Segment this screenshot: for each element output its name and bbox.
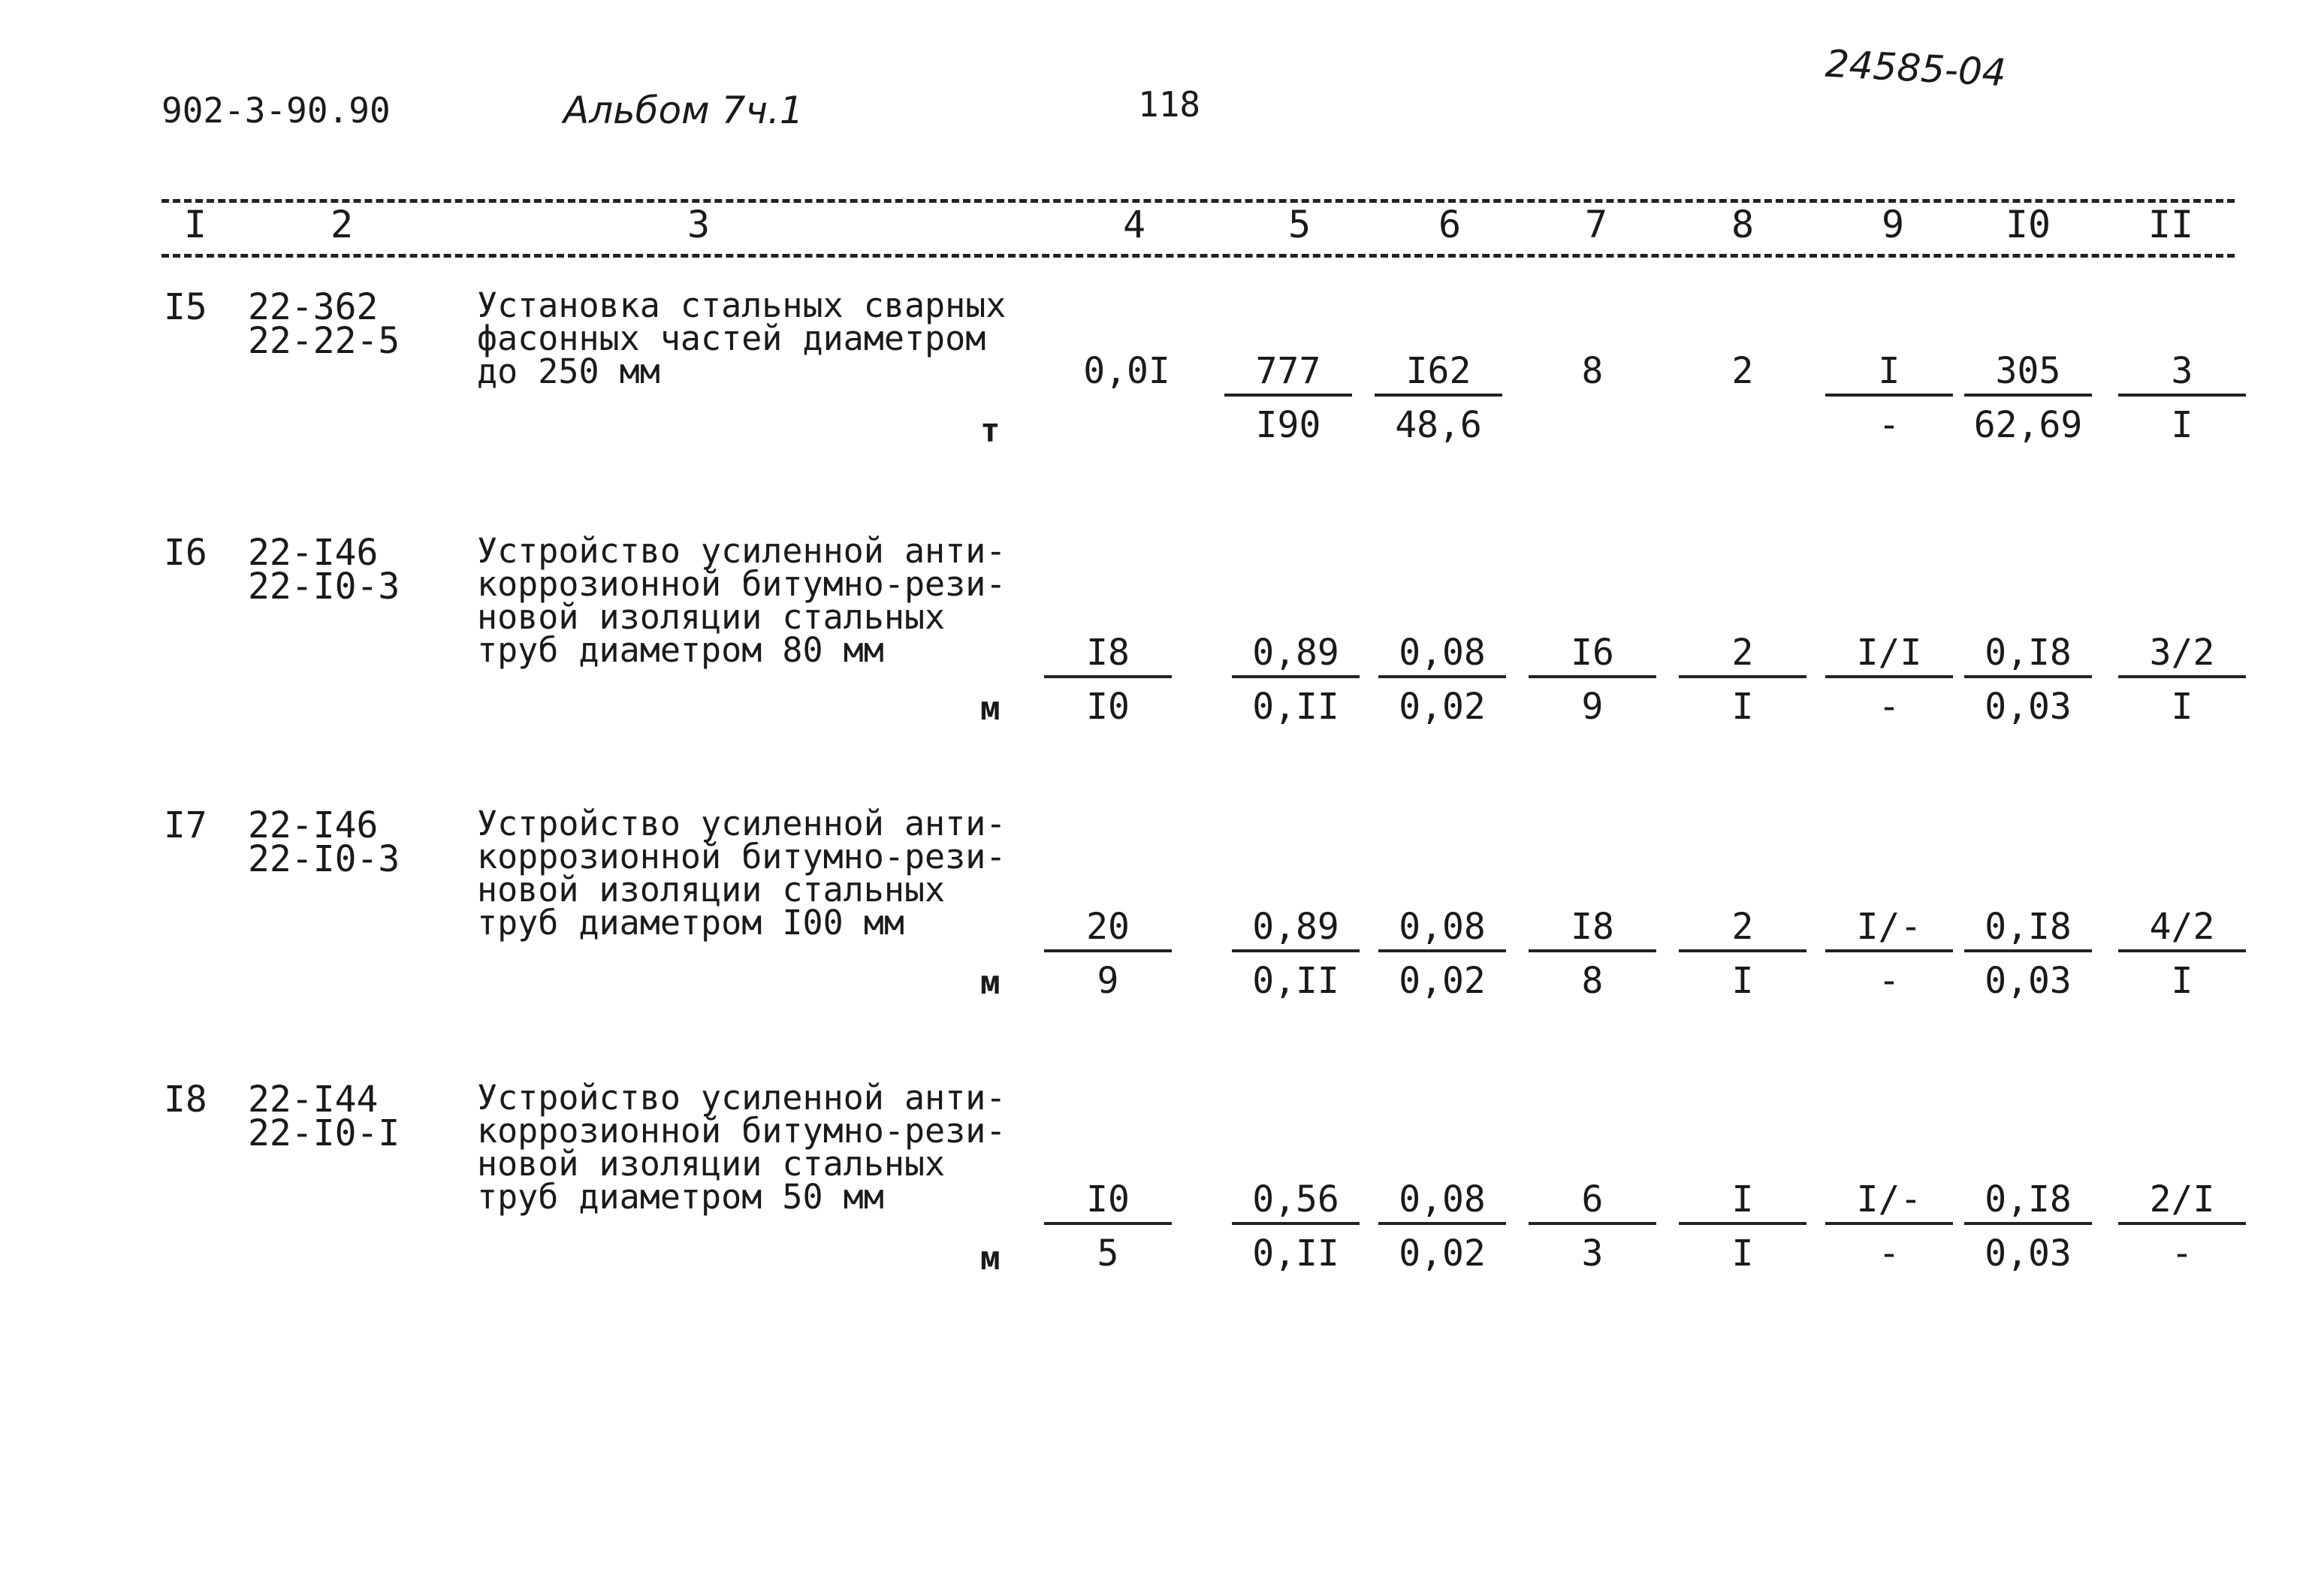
row-number: I6 (164, 532, 207, 574)
column-number: II (2148, 203, 2194, 246)
album-label: Альбом 7ч.1 (563, 89, 804, 132)
inventory-number: 24585-04 (1824, 41, 2008, 95)
price-code: 22-I44 (248, 1079, 379, 1121)
price-code: 22-I46 (248, 804, 379, 846)
value-bottom: I90 (1255, 404, 1321, 446)
row-number: I5 (164, 286, 207, 328)
value-top: 2 (1679, 635, 1806, 678)
value-top: 0,I8 (1964, 635, 2092, 678)
cell-col11 (2118, 1178, 2246, 1275)
cell-col4 (1044, 1178, 1172, 1275)
cell-col8 (1679, 1178, 1806, 1275)
description-line: коррозионной битумно-рези- (477, 564, 1007, 604)
column-number: I (183, 203, 207, 246)
value-bottom: - (2171, 1232, 2193, 1275)
value-bottom: 0,03 (1985, 960, 2072, 1002)
value-top: I/- (1825, 1181, 1953, 1225)
value-bottom: I (1731, 960, 1754, 1002)
measure-unit: м (980, 689, 1001, 728)
cell-col9 (1825, 1178, 1953, 1275)
cell-col11 (2118, 906, 2246, 1002)
value-bottom: I (1731, 1232, 1754, 1275)
cell-col6 (1378, 1178, 1506, 1275)
column-number: 9 (1881, 203, 1905, 246)
column-number: I0 (2005, 203, 2051, 246)
page-number: 118 (1138, 84, 1201, 125)
description-line: Установка стальных сварных (477, 285, 1007, 325)
value-top: 305 (1964, 353, 2092, 397)
cell-col9 (1825, 350, 1953, 446)
value-bottom: 62,69 (1973, 404, 2083, 446)
cell-col11 (2118, 632, 2246, 728)
cell-col5 (1224, 350, 1352, 446)
value-bottom: 0,03 (1985, 686, 2072, 728)
value-bottom: - (1878, 686, 1900, 728)
cell-col7 (1529, 350, 1656, 440)
value-bottom (1679, 394, 1806, 440)
cell-col4 (1044, 906, 1172, 1002)
description-line: новой изоляции стальных (477, 597, 946, 637)
value-top: 0,89 (1232, 635, 1360, 678)
column-number: 3 (687, 203, 711, 246)
value-top: I6 (1529, 635, 1656, 678)
value-bottom: 0,II (1252, 1232, 1339, 1275)
value-bottom: - (1878, 960, 1900, 1002)
description-line: коррозионной битумно-рези- (477, 1111, 1007, 1151)
value-top: I0 (1044, 1181, 1172, 1225)
value-bottom: 3 (1581, 1232, 1604, 1275)
value-top: I/I (1825, 635, 1953, 678)
price-code: 22-I0-I (248, 1112, 400, 1154)
cell-col5 (1232, 632, 1360, 728)
value-top: I8 (1529, 909, 1656, 952)
value-bottom: 9 (1097, 960, 1119, 1002)
value-bottom: - (1878, 1232, 1900, 1275)
cell-col9 (1825, 632, 1953, 728)
value-top: 2/I (2118, 1181, 2246, 1225)
column-number: 4 (1122, 203, 1146, 246)
description-line: Устройство усиленной анти- (477, 804, 1007, 843)
cell-col4 (1063, 350, 1191, 440)
value-top: 2 (1679, 909, 1806, 952)
value-top: 20 (1044, 909, 1172, 952)
value-top: I62 (1375, 353, 1502, 397)
price-code: 22-I0-3 (248, 566, 400, 608)
row-number: I7 (164, 804, 207, 846)
description-line: Устройство усиленной анти- (477, 531, 1007, 571)
value-top: 0,08 (1378, 1181, 1506, 1225)
cell-col7 (1529, 632, 1656, 728)
column-number: 6 (1438, 203, 1462, 246)
measure-unit: т (980, 412, 1001, 450)
cell-col6 (1378, 632, 1506, 728)
description-line: Устройство усиленной анти- (477, 1078, 1007, 1118)
column-number: 5 (1287, 203, 1311, 246)
description-line: новой изоляции стальных (477, 870, 946, 910)
value-top: 0,0I (1083, 350, 1170, 392)
cell-col4 (1044, 632, 1172, 728)
value-bottom: 0,02 (1399, 960, 1486, 1002)
value-bottom: 48,6 (1395, 404, 1482, 446)
description-line: до 250 мм (477, 351, 660, 391)
value-bottom: I (2171, 404, 2193, 446)
value-bottom (1529, 394, 1656, 440)
value-top: 777 (1224, 353, 1352, 397)
value-bottom: I (2171, 960, 2193, 1002)
cell-col8 (1679, 632, 1806, 728)
value-top: I/- (1825, 909, 1953, 952)
value-bottom: I (1731, 686, 1754, 728)
column-number: 8 (1731, 203, 1755, 246)
measure-unit: м (980, 964, 1001, 1002)
cell-col8 (1679, 906, 1806, 1002)
description-line: труб диаметром I00 мм (477, 903, 904, 943)
cell-col6 (1375, 350, 1502, 446)
price-code: 22-I46 (248, 532, 379, 574)
value-top: 0,08 (1378, 635, 1506, 678)
value-top: 0,89 (1232, 909, 1360, 952)
value-bottom: 0,03 (1985, 1232, 2072, 1275)
value-bottom: 0,II (1252, 686, 1339, 728)
cell-col11 (2118, 350, 2246, 446)
value-bottom: 0,02 (1399, 1232, 1486, 1275)
value-top: I (1679, 1181, 1806, 1225)
value-top: 0,08 (1378, 909, 1506, 952)
value-top: 4/2 (2118, 909, 2246, 952)
value-top: 6 (1529, 1181, 1656, 1225)
value-top: 2 (1731, 350, 1754, 392)
cell-col6 (1378, 906, 1506, 1002)
cell-col10 (1964, 1178, 2092, 1275)
value-top: 0,I8 (1964, 909, 2092, 952)
price-code: 22-22-5 (248, 320, 400, 362)
value-bottom: I0 (1086, 686, 1130, 728)
measure-unit: м (980, 1239, 1001, 1278)
value-top: I8 (1044, 635, 1172, 678)
price-code: 22-I0-3 (248, 838, 400, 880)
work-description (477, 804, 1007, 943)
column-number: 2 (330, 203, 354, 246)
value-bottom: 9 (1581, 686, 1604, 728)
price-code: 22-362 (248, 286, 379, 328)
cell-col7 (1529, 906, 1656, 1002)
cell-col7 (1529, 1178, 1656, 1275)
value-bottom: 0,II (1252, 960, 1339, 1002)
value-top: 8 (1581, 350, 1604, 392)
value-bottom: 8 (1581, 960, 1604, 1002)
value-top: 3 (2118, 353, 2246, 397)
cell-col10 (1964, 906, 2092, 1002)
value-bottom (1063, 394, 1191, 440)
value-bottom: - (1878, 404, 1900, 446)
column-number: 7 (1584, 203, 1608, 246)
cell-col5 (1232, 1178, 1360, 1275)
work-description (477, 531, 1007, 670)
description-line: новой изоляции стальных (477, 1144, 946, 1184)
cell-col5 (1232, 906, 1360, 1002)
cell-col10 (1964, 350, 2092, 446)
description-line: фасонных частей диаметром (477, 318, 986, 358)
value-top: 0,I8 (1964, 1181, 2092, 1225)
description-line: труб диаметром 80 мм (477, 630, 884, 670)
document-code: 902-3-90.90 (161, 90, 391, 131)
description-line: коррозионной битумно-рези- (477, 837, 1007, 876)
cell-col9 (1825, 906, 1953, 1002)
header-rule-bottom (161, 254, 2235, 258)
description-line: труб диаметром 50 мм (477, 1177, 884, 1217)
value-bottom: 5 (1097, 1232, 1119, 1275)
value-bottom: I (2171, 686, 2193, 728)
cell-col10 (1964, 632, 2092, 728)
value-top: 0,56 (1232, 1181, 1360, 1225)
work-description (477, 285, 1007, 391)
value-bottom: 0,02 (1399, 686, 1486, 728)
cell-col8 (1679, 350, 1806, 440)
value-top: 3/2 (2118, 635, 2246, 678)
row-number: I8 (164, 1079, 207, 1121)
value-top: I (1825, 353, 1953, 397)
work-description (477, 1078, 1007, 1217)
